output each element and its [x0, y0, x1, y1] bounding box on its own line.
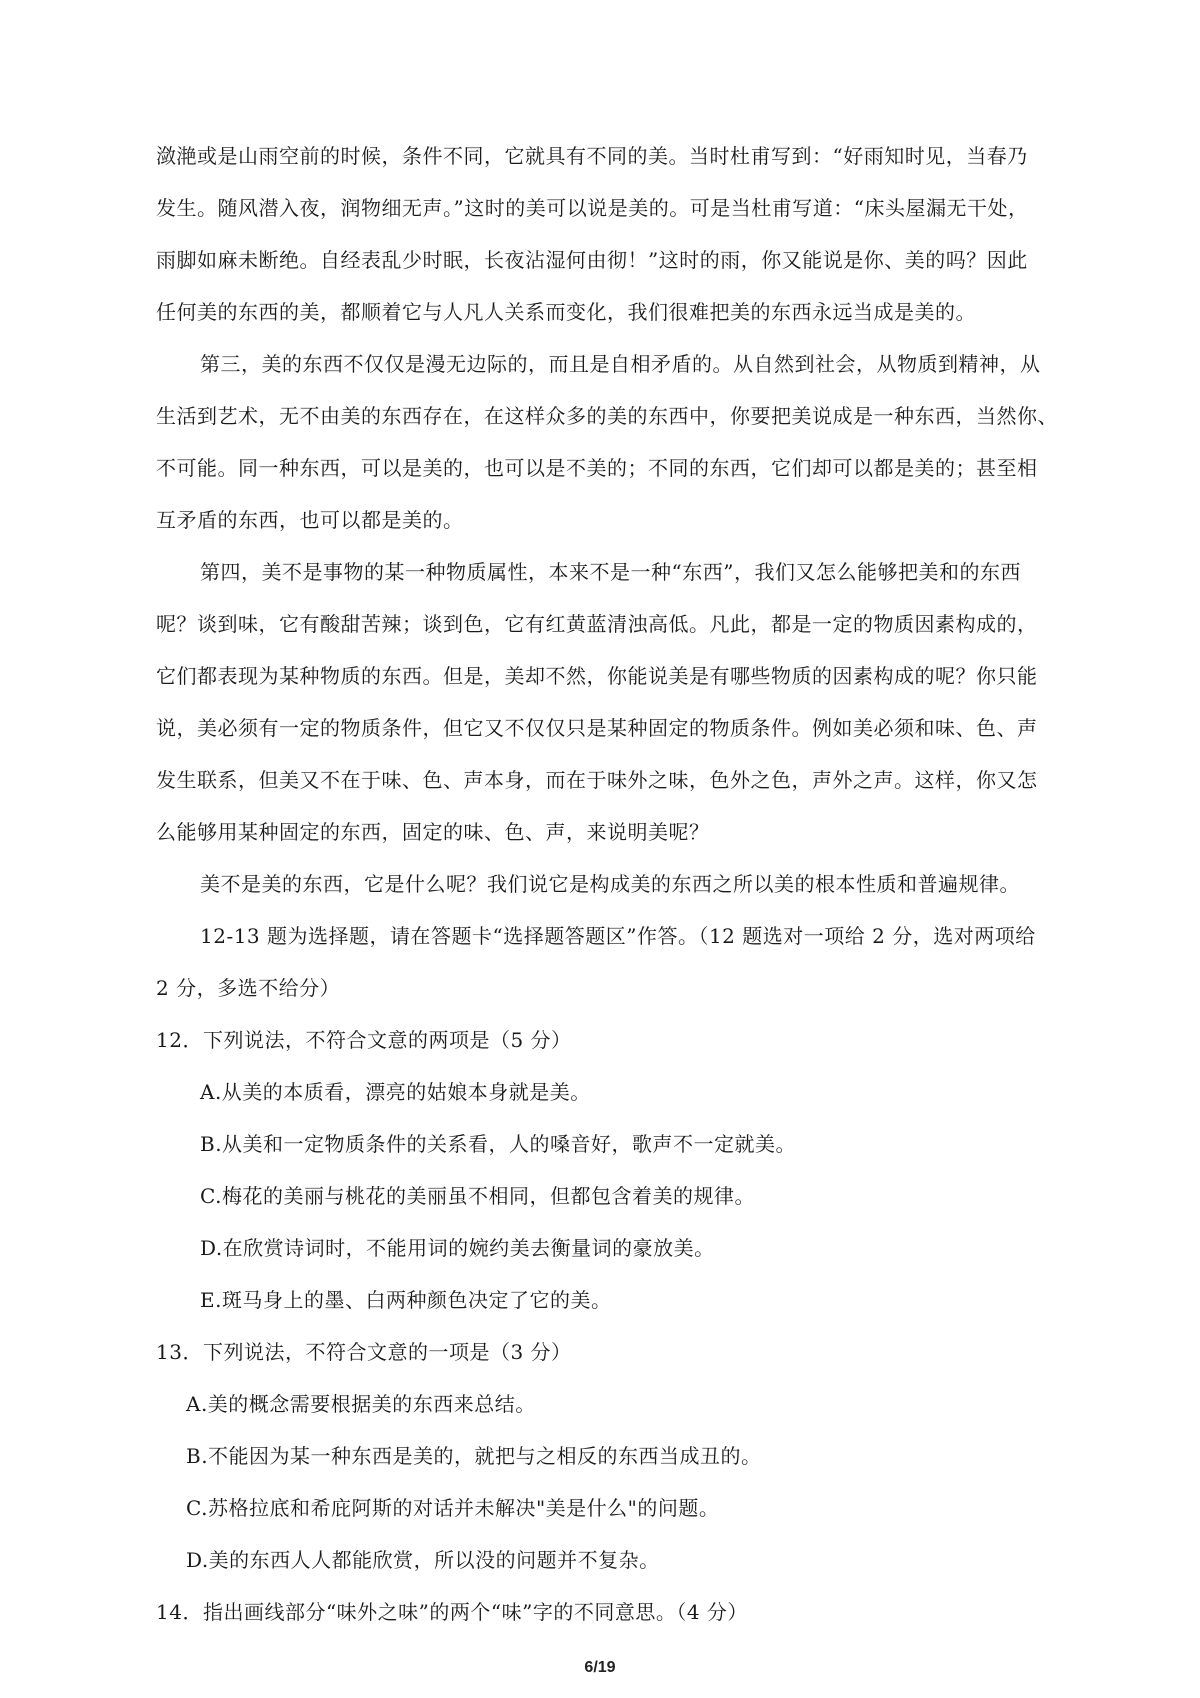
question-13-option-a: A.美的概念需要根据美的东西来总结。	[186, 1392, 536, 1416]
paragraph-line: 美不是美的东西，它是什么呢？我们说它是构成美的东西之所以美的根本性质和普遍规律。	[200, 872, 1020, 896]
question-12-option-a: A.从美的本质看，漂亮的姑娘本身就是美。	[200, 1080, 591, 1104]
paragraph-line: 任何美的东西的美，都顺着它与人凡人关系而变化，我们很难把美的东西永远当成是美的。	[156, 300, 976, 324]
question-13-stem: 13．下列说法，不符合文意的一项是（3 分）	[156, 1340, 572, 1364]
question-12-stem: 12．下列说法，不符合文意的两项是（5 分）	[156, 1028, 572, 1052]
instruction-line: 2 分，多选不给分）	[156, 976, 341, 1000]
question-12-option-c: C.梅花的美丽与桃花的美丽虽不相同，但都包含着美的规律。	[200, 1184, 755, 1208]
paragraph-line: 生活到艺术，无不由美的东西存在，在这样众多的美的东西中，你要把美说成是一种东西，当然你、	[156, 404, 1058, 428]
paragraph-line: 互矛盾的东西，也可以都是美的。	[156, 508, 464, 532]
question-12-option-e: E.斑马身上的墨、白两种颜色决定了它的美。	[200, 1288, 612, 1312]
question-12-option-b: B.从美和一定物质条件的关系看，人的嗓音好，歌声不一定就美。	[200, 1132, 797, 1156]
paragraph-line: 发生。随风潜入夜，润物细无声。”这时的美可以说是美的。可是当杜甫写道：“床头屋漏无干处，	[156, 196, 1029, 220]
page-number: 6/19	[584, 1659, 616, 1676]
instruction-line: 12-13 题为选择题，请在答题卡“选择题答题区”作答。（12 题选对一项给 2 分，选对两项给	[200, 924, 1036, 948]
paragraph-line: 潋滟或是山雨空前的时候，条件不同，它就具有不同的美。当时杜甫写到：“好雨知时见，当春乃	[156, 144, 1028, 168]
question-13-option-c: C.苏格拉底和希庇阿斯的对话并未解决"美是什么"的问题。	[186, 1496, 720, 1520]
paragraph-line: 第四，美不是事物的某一种物质属性，本来不是一种“东西”，我们又怎么能够把美和的东西	[200, 560, 1021, 584]
paragraph-line: 呢？谈到味，它有酸甜苦辣；谈到色，它有红黄蓝清浊高低。凡此，都是一定的物质因素构成的，	[156, 612, 1038, 636]
paragraph-line: 雨脚如麻未断绝。自经表乱少时眠，长夜沾湿何由彻！”这时的雨，你又能说是你、美的吗？因此	[156, 248, 1028, 272]
paragraph-line: 不可能。同一种东西，可以是美的，也可以是不美的；不同的东西，它们却可以都是美的；甚至相	[156, 456, 1038, 480]
paragraph-line: 第三，美的东西不仅仅是漫无边际的，而且是自相矛盾的。从自然到社会，从物质到精神，从	[200, 352, 1041, 376]
paragraph-line: 么能够用某种固定的东西，固定的味、色、声，来说明美呢？	[156, 820, 710, 844]
paragraph-line: 它们都表现为某种物质的东西。但是，美却不然，你能说美是有哪些物质的因素构成的呢？你只能	[156, 664, 1038, 688]
question-13-option-d: D.美的东西人人都能欣赏，所以没的问题并不复杂。	[186, 1548, 660, 1572]
question-13-option-b: B.不能因为某一种东西是美的，就把与之相反的东西当成丑的。	[186, 1444, 762, 1468]
paragraph-line: 发生联系，但美又不在于味、色、声本身，而在于味外之味，色外之色，声外之声。这样，你又怎	[156, 768, 1038, 792]
question-12-option-d: D.在欣赏诗词时，不能用词的婉约美去衡量词的豪放美。	[200, 1236, 715, 1260]
paragraph-line: 说，美必须有一定的物质条件，但它又不仅仅只是某种固定的物质条件。例如美必须和味、色、声	[156, 716, 1038, 740]
question-14-stem: 14．指出画线部分“味外之味”的两个“味”字的不同意思。（4 分）	[156, 1600, 748, 1624]
